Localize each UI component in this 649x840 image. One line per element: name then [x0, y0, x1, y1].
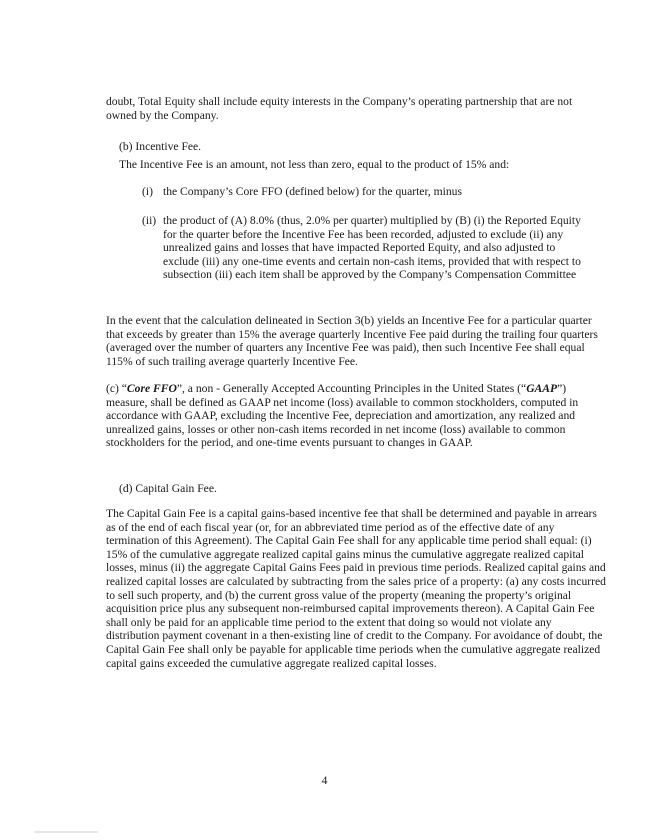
gaap-term: GAAP [526, 382, 558, 395]
incentive-event-paragraph: In the event that the calculation delineated in Section 3(b) yields an Incentive Fee for a particular quarter that exceeds by greater than 15% the average quarterly Incentive Fee paid during the trailing four quarters (averaged over the number of quarters any Incentive Fee was paid), then such Incentive Fee shall equal 115% of such trailing average quarterly Incentive Fee. [106, 314, 598, 368]
scan-artifact [34, 831, 98, 833]
page-number: 4 [321, 774, 328, 787]
list-item-number: (ii) [142, 214, 157, 227]
list-item-text: the product of (A) 8.0% (thus, 2.0% per quarter) multiplied by (B) (i) the Reported Equity for the quarter before the Incentive Fee has been recorded, adjusted to exclude (ii) any unrealized gains and losses that have impacted Reported Equity, and also adjusted to exclude (iii) any one-time events and certain non-cash items, provided that with respect to subsection (iii) each item shall be approved by the Company’s Compensation Committee [163, 214, 581, 282]
capital-gain-fee-heading: (d) Capital Gain Fee. [119, 482, 217, 495]
incentive-fee-heading: (b) Incentive Fee. [119, 140, 202, 153]
intro-paragraph: doubt, Total Equity shall include equity interests in the Company’s operating partnership that are not owned by the Company. [106, 95, 573, 122]
list-item-number: (i) [142, 185, 153, 198]
incentive-fee-lead: The Incentive Fee is an amount, not less than zero, equal to the product of 15% and: [119, 158, 510, 171]
core-ffo-term: Core FFO [126, 382, 177, 395]
core-ffo-rest: ”) measure, shall be defined as GAAP net income (loss) available to common stockholders, computed in accordance with GAAP, excluding the Incentive Fee, depreciation and amortization, any realized and unrealized gains, losses or other non-cash items recorded in net income (loss) available to common stockholders for the period, and one-time events pursuant to changes in GAAP. [106, 382, 579, 450]
list-item-text: the Company’s Core FFO (defined below) for the quarter, minus [163, 185, 462, 198]
core-ffo-middle: ”, a non - Generally Accepted Accounting Principles in the United States (“ [176, 382, 527, 395]
capital-gain-fee-paragraph: The Capital Gain Fee is a capital gains-based incentive fee that shall be determined and payable in arrears as of the end of each fiscal year (or, for an abbreviated time period as of the effective date of any termination of this Agreement). The Capital Gain Fee shall for any applicable time period shall equal: (i) 15% of the cumulative aggregate realized capital gains minus the cumulative aggregate realized capital losses, minus (ii) the aggregate Capital Gains Fees paid in previous time periods. Realized capital gains and realized capital losses are calculated by subtracting from the sales price of a property: (a) any costs incurred to sell such property, and (b) the current gross value of the property (meaning the property’s original acquisition price plus any subsequent non-reimbursed capital improvements thereon). A Capital Gain Fee shall only be paid for an applicable time period to the extent that doing so would not violate any distribution payment covenant in a then-existing line of credit to the Company. For avoidance of doubt, the Capital Gain Fee shall only be payable for applicable time periods when the cumulative aggregate realized capital gains exceeded the cumulative aggregate realized capital losses. [106, 507, 606, 670]
core-ffo-paragraph [106, 382, 604, 450]
core-ffo-prefix: (c) “ [106, 382, 127, 395]
